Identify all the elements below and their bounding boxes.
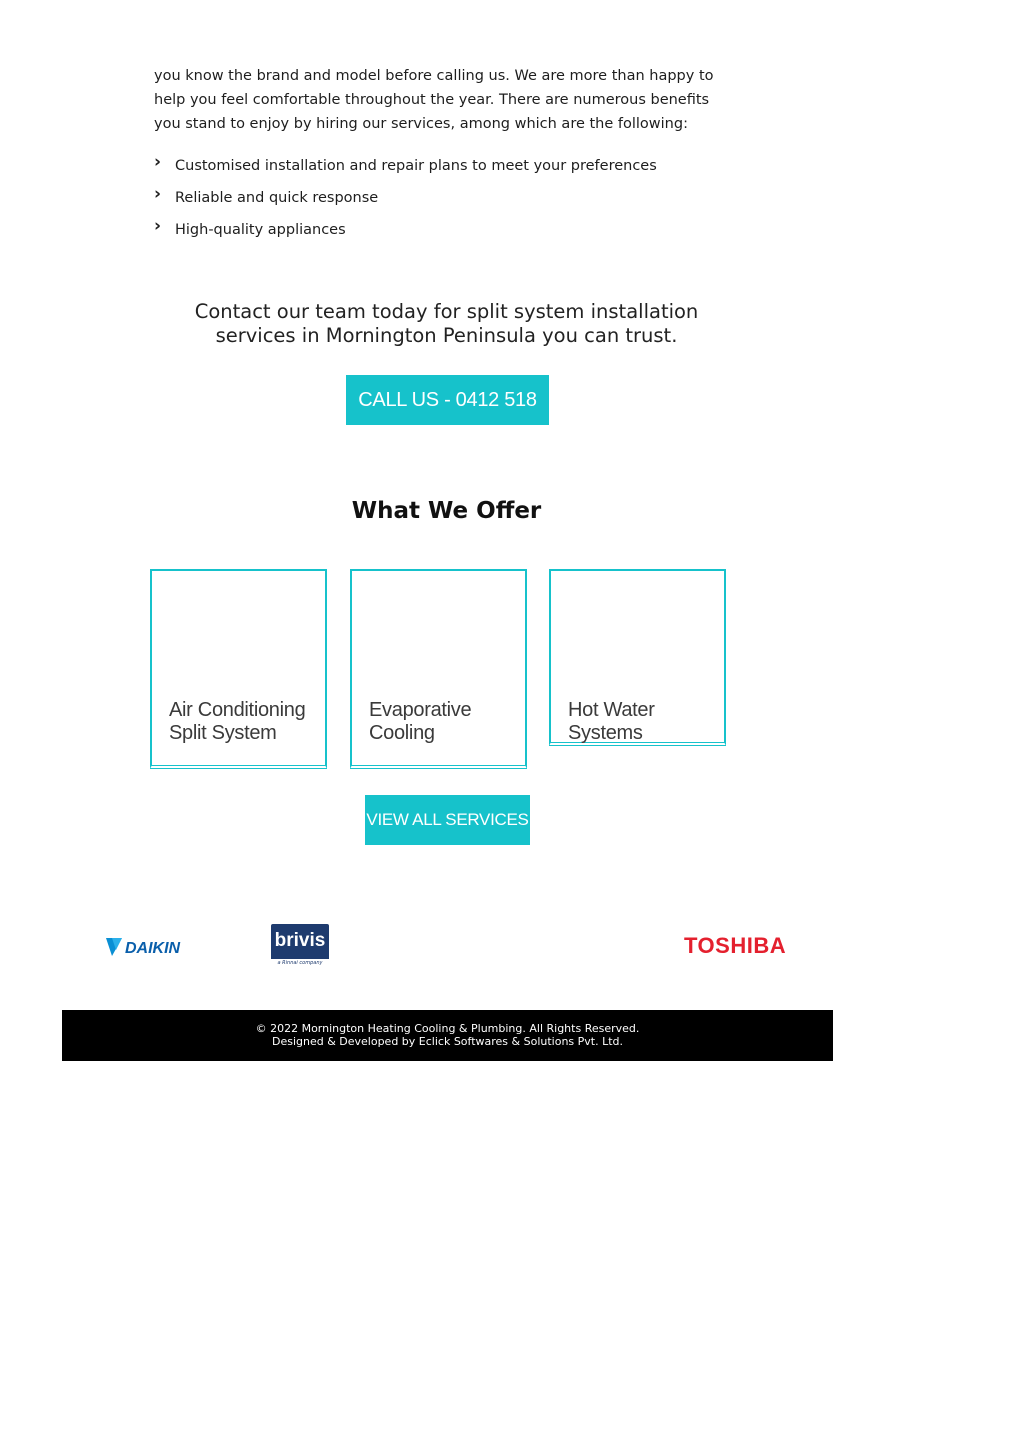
chevron-right-icon: › [154,216,162,236]
chevron-right-icon: › [154,184,162,204]
contact-heading: Contact our team today for split system installation services in Mornington Peninsula you can trust. [194,300,699,347]
service-card-hot-water[interactable] [549,569,726,746]
list-item [154,216,739,252]
service-card-air-conditioning[interactable] [150,569,327,769]
list-item-text: High-quality appliances [175,222,346,238]
daikin-logo [106,938,201,956]
daikin-logo-text: DAIKIN [125,940,181,956]
brivis-logo-text: brivis [274,930,326,951]
list-item [154,184,739,220]
service-card-evaporative-cooling[interactable] [350,569,527,769]
chevron-right-icon: › [154,152,162,172]
daikin-logo-mark [106,938,201,956]
benefits-list [154,152,739,252]
site-footer [62,1010,833,1061]
brivis-logo [271,924,329,968]
service-card-label: Air Conditioning Split System [169,699,306,744]
footer-credit[interactable]: Designed & Developed by Eclick Softwares & Solutions Pvt. Ltd. [271,1035,624,1048]
footer-copyright: © 2022 Mornington Heating Cooling & Plumbing. All Rights Reserved. [255,1022,640,1035]
list-item-text: Reliable and quick response [175,190,379,206]
list-item-text: Customised installation and repair plans to meet your preferences [175,158,657,174]
toshiba-logo: TOSHIBA [684,933,787,958]
list-item [154,152,739,188]
brivis-logo-subtext: a Rinnai company [271,959,329,968]
call-us-button[interactable]: CALL US - 0412 518 104 [346,375,549,425]
intro-paragraph: you know the brand and model before calling us. We are more than happy to help you feel comfortable throughout the year. There are numerous benefits you stand to enjoy by hiring our services, among which are the following: [154,68,714,132]
service-card-label: Hot Water Systems [568,699,655,744]
view-all-services-button[interactable]: VIEW ALL SERVICES [365,795,530,845]
service-card-label: Evaporative Cooling [369,699,472,744]
section-title: What We Offer [351,498,542,524]
brand-logos-strip [0,918,1024,978]
